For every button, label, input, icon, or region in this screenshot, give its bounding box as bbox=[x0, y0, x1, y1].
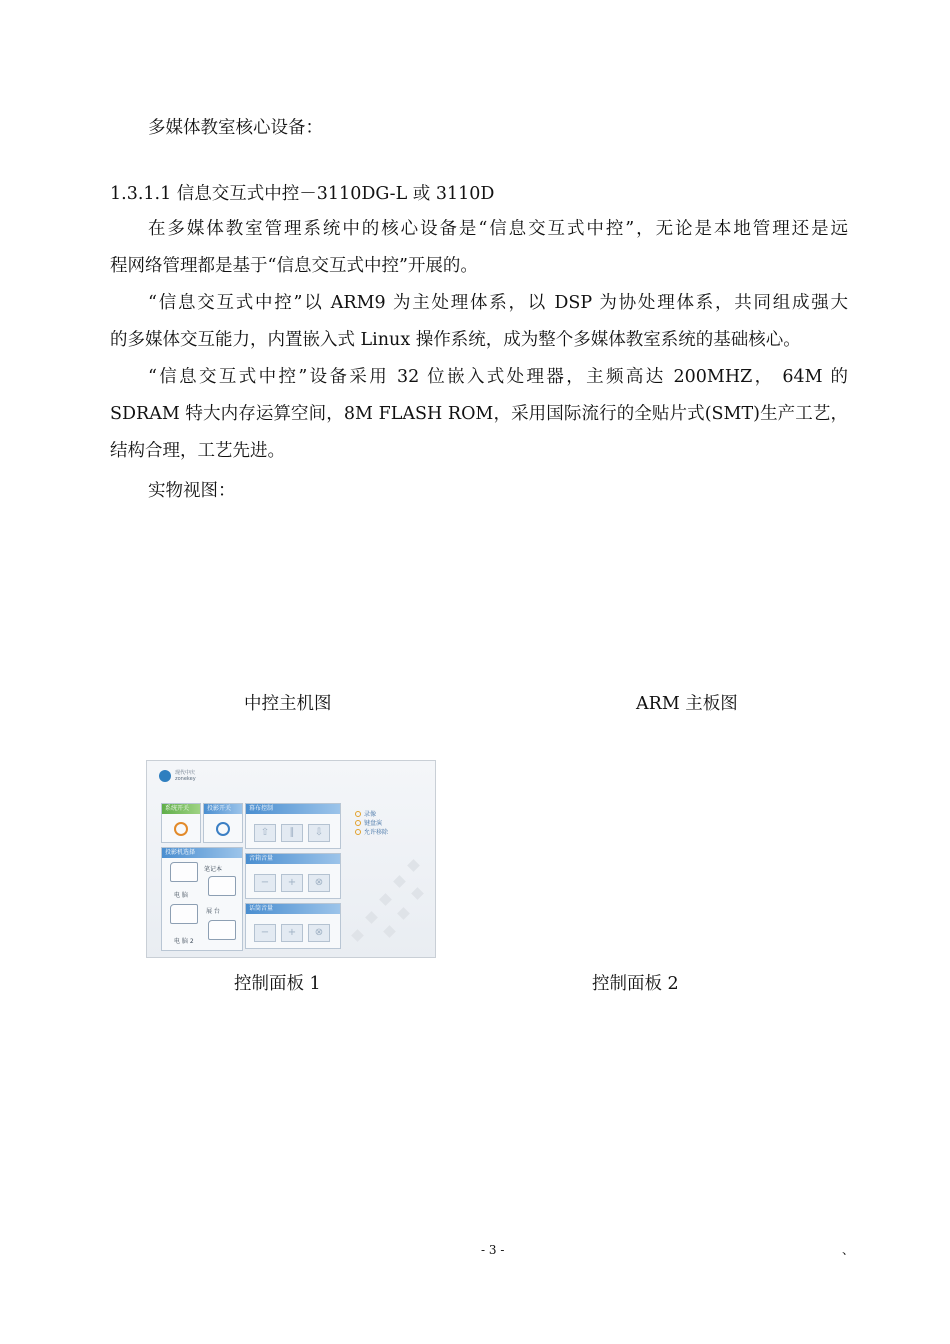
legend-label: 录像 bbox=[364, 811, 377, 818]
logo-subtext: zonekey bbox=[175, 776, 196, 782]
volume-header: 音箱音量 bbox=[246, 854, 340, 864]
status-dot-icon bbox=[355, 829, 361, 835]
caption-panel-2: 控制面板 2 bbox=[592, 974, 679, 994]
projector-source-box bbox=[161, 847, 243, 951]
logo-icon bbox=[159, 770, 171, 782]
decorative-square bbox=[411, 887, 424, 900]
paragraph-line: 程网络管理都是基于“信息交互式中控”开展的。 bbox=[110, 256, 478, 276]
paragraph-line: 结构合理，工艺先进。 bbox=[110, 441, 285, 461]
caption-host: 中控主机图 bbox=[244, 694, 332, 714]
paragraph-line: “信息交互式中控”以 ARM9 为主处理体系，以 DSP 为协处理体系，共同组成强大 bbox=[148, 293, 848, 313]
projector-source-header: 投影机选择 bbox=[162, 848, 242, 858]
status-dot-icon bbox=[355, 811, 361, 817]
source-laptop-label: 笔记本 bbox=[204, 866, 223, 873]
screen-control-box bbox=[245, 803, 341, 849]
mute-icon: ⊗ bbox=[308, 874, 330, 892]
paragraph-line: “信息交互式中控”设备采用 32 位嵌入式处理器，主频高达 200MHZ， 64M 的 bbox=[148, 367, 848, 387]
source-pc2-icon bbox=[208, 920, 236, 940]
page-number: - 3 - bbox=[481, 1243, 505, 1257]
power-icon bbox=[174, 822, 188, 836]
brand-logo bbox=[159, 770, 196, 782]
decorative-square bbox=[351, 929, 364, 942]
minus-icon: − bbox=[254, 874, 276, 892]
decorative-square bbox=[397, 907, 410, 920]
pause-icon: ∥ bbox=[281, 824, 303, 842]
mute-icon: ⊗ bbox=[308, 924, 330, 942]
projector-power-header: 投影开关 bbox=[204, 804, 242, 814]
paragraph-2 bbox=[110, 285, 848, 359]
legend-item bbox=[355, 827, 388, 836]
source-laptop-icon bbox=[208, 876, 236, 896]
plus-icon: + bbox=[281, 924, 303, 942]
paragraph-3 bbox=[110, 359, 848, 470]
legend-item bbox=[355, 809, 376, 818]
decorative-square bbox=[393, 875, 406, 888]
logo-text: 现代中庆 bbox=[175, 770, 196, 776]
status-dot-icon bbox=[355, 820, 361, 826]
volume-box bbox=[245, 853, 341, 899]
paragraph-line: 的多媒体交互能力，内置嵌入式 Linux 操作系统，成为整个多媒体教室系统的基础核心。 bbox=[110, 330, 801, 350]
mic-volume-header: 话筒音量 bbox=[246, 904, 340, 914]
decorative-square bbox=[407, 859, 420, 872]
caption-arm: ARM 主板图 bbox=[636, 694, 738, 714]
legend-item bbox=[355, 818, 382, 827]
decorative-square bbox=[365, 911, 378, 924]
plus-icon: + bbox=[281, 874, 303, 892]
intro-line: 多媒体教室核心设备： bbox=[148, 118, 323, 138]
up-arrow-icon: ⇧ bbox=[254, 824, 276, 842]
section-heading: 1.3.1.1 信息交互式中控－3110DG-L 或 3110D bbox=[110, 184, 495, 204]
minus-icon: − bbox=[254, 924, 276, 942]
footer-mark: 、 bbox=[842, 1243, 855, 1257]
source-booth-icon bbox=[170, 904, 198, 924]
mic-volume-box bbox=[245, 903, 341, 949]
caption-panel-1: 控制面板 1 bbox=[234, 974, 321, 994]
system-power-header: 系统开关 bbox=[162, 804, 200, 814]
legend-label: 键盘演 bbox=[364, 820, 383, 827]
source-pc2-label: 电 脑 2 bbox=[174, 938, 194, 945]
decorative-square bbox=[383, 925, 396, 938]
paragraph-line: 在多媒体教室管理系统中的核心设备是“信息交互式中控”，无论是本地管理还是远 bbox=[148, 219, 848, 239]
power-icon bbox=[216, 822, 230, 836]
projector-power-box bbox=[203, 803, 243, 843]
source-pc-icon bbox=[170, 862, 198, 882]
source-pc-label: 电 脑 bbox=[174, 892, 188, 899]
source-booth-label: 展 台 bbox=[206, 908, 220, 915]
view-label: 实物视图： bbox=[148, 481, 236, 501]
paragraph-1 bbox=[110, 211, 848, 285]
screen-control-header: 幕布控制 bbox=[246, 804, 340, 814]
decorative-square bbox=[379, 893, 392, 906]
paragraph-line: SDRAM 特大内存运算空间，8M FLASH ROM，采用国际流行的全贴片式(SMT)生产工艺， bbox=[110, 404, 848, 424]
control-panel-image bbox=[146, 760, 436, 958]
legend-label: 允许移除 bbox=[364, 829, 389, 836]
system-power-box bbox=[161, 803, 201, 843]
down-arrow-icon: ⇩ bbox=[308, 824, 330, 842]
